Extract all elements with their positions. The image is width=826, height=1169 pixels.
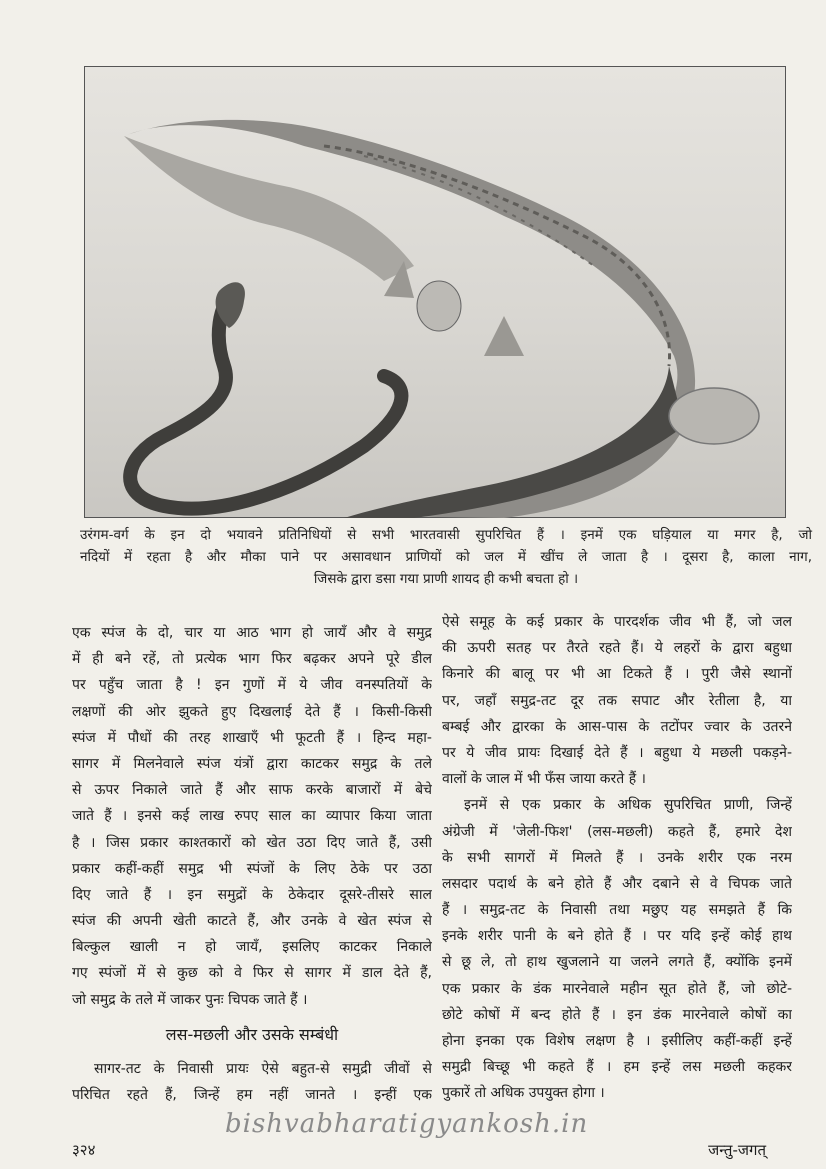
text-line: की ऊपरी सतह पर तैरते रहते हैं। ये लहरों के द्वारा बहुधा — [442, 640, 792, 657]
text-line: से छू ले, तो हाथ खुजलाने या जलने लगते हैं, क्योंकि इनमें — [442, 954, 792, 971]
text-line: स्पंज की अपनी खेती काटते हैं, और उनके वे खेत स्पंज से — [72, 913, 432, 930]
text-line: किनारे की बालू पर भी आ टिकते हैं । पुरी जैसे स्थानों — [442, 666, 792, 683]
left-column — [72, 620, 432, 1108]
right-column — [442, 609, 792, 1107]
text-line: प्रकार कहीं-कहीं समुद्र भी स्पंजों के लिए ठेके पर उठा — [72, 860, 432, 877]
text-line: पर, जहाँ समुद्र-तट दूर तक सपाट और रेतीला है, या — [442, 692, 792, 709]
text-line: में ही बने रहें, तो प्रत्येक भाग फिर बढ़कर अपने पूरे डील — [72, 651, 432, 668]
text-line: बिल्कुल खाली न हो जायँ, इसलिए काटकर निकाले — [72, 939, 432, 956]
text-line: लसदार पदार्थ के बने होते हैं और दबाने से वे चिपक जाते — [442, 875, 792, 892]
text-line: होना इनका एक विशेष लक्षण है । इसीलिए कहीं-कहीं इन्हें — [442, 1033, 792, 1049]
crocodile-and-cobra-illustration — [84, 66, 786, 518]
text-line: ऐसे समूह के कई प्रकार के पारदर्शक जीव भी हैं, जो जल — [442, 614, 792, 630]
caption-line: जिसके द्वारा डसा गया प्राणी शायद ही कभी बचता हो । — [313, 571, 579, 587]
text-line: समुद्री बिच्छू भी कहते हैं । हम इन्हें लस मछली कहकर — [442, 1059, 792, 1076]
text-line: से ऊपर निकाले जाते हैं और साफ करके बाजारों में बेचे — [72, 782, 432, 799]
text-line: अंग्रेजी में 'जेली-फिश' (लस-मछली) कहते हैं, हमारे देश — [442, 823, 792, 840]
page-number: ३२४ — [72, 1141, 96, 1159]
text-line: सागर में मिलनेवाले स्पंज यंत्रों द्वारा काटकर समुद्र के तले — [72, 755, 432, 772]
text-line: पर पहुँच जाता है ! इन गुणों में ये जीव वनस्पतियों के — [72, 677, 432, 694]
text-line: वालों के जाल में भी फँस जाया करते हैं । — [442, 771, 646, 788]
text-line: सागर-तट के निवासी प्रायः ऐसे बहुत-से समुद्री जीवों से — [94, 1060, 432, 1077]
watermark: bishvabharatigyankosh.in — [225, 1109, 589, 1139]
text-line: परिचित रहते हैं, जिन्हें हम नहीं जानते । इन्हीं एक — [72, 1087, 432, 1103]
text-line: एक प्रकार के डंक मारनेवाले महीन सूत होते हैं, जो छोटे- — [442, 980, 792, 997]
caption-line: नदियों में रहता है और मौका पाने पर असावधान प्राणियों को जल में खींच ले जाता है । दूसरा है, काला नाग, — [80, 549, 812, 565]
running-title: जन्तु-जगत् — [708, 1141, 766, 1159]
text-line: दिए जाते हैं । इन समुद्रों के ठेकेदार दूसरे-तीसरे साल — [72, 886, 432, 903]
text-line: पुकारें तो अधिक उपयुक्त होगा । — [442, 1085, 605, 1102]
text-line: हैं । समुद्र-तट के निवासी तथा मछुए यह समझते हैं कि — [442, 902, 792, 919]
text-line: इनके शरीर पानी के बने होते हैं । पर यदि इन्हें कोई हाथ — [442, 928, 792, 945]
text-line: लक्षणों की ओर झुकते हुए दिखलाई देते हैं । किसी-किसी — [72, 703, 432, 720]
text-line: गए स्पंजों में से कुछ को वे फिर से सागर में डाल देते हैं, — [72, 965, 432, 982]
text-line: पर ये जीव प्रायः दिखाई देते हैं । बहुधा ये मछली पकड़ने- — [442, 744, 792, 761]
section-heading: लस-मछली और उसके सम्बंधी — [165, 1024, 339, 1044]
text-line: स्पंज में पौधों की तरह शाखाएँ भी फूटती हैं । हिन्द महा- — [72, 729, 432, 746]
figure-caption — [80, 524, 812, 590]
text-line: छोटे कोषों में बन्द होते हैं । इन डंक मारनेवाले कोषों का — [442, 1006, 792, 1023]
text-line: इनमें से एक प्रकार के अधिक सुपरिचित प्राणी, जिन्हें — [464, 797, 792, 814]
text-line: है । जिस प्रकार काश्तकारों को खेत उठा दिए जाते हैं, उसी — [72, 834, 432, 851]
text-line: एक स्पंज के दो, चार या आठ भाग हो जायँ और वे समुद्र — [72, 625, 432, 641]
caption-line: उरंगम-वर्ग के इन दो भयावने प्रतिनिधियों से सभी भारतवासी सुपरिचित हैं । इनमें एक घड़ियाल या मगर है, जो — [80, 527, 812, 543]
text-line: बम्बई और द्वारका के आस-पास के तटोंपर ज्वार के उतरने — [442, 718, 792, 735]
text-line: जाते हैं । इनसे कई लाख रुपए साल का व्यापार किया जाता — [72, 808, 432, 825]
text-line: जो समुद्र के तले में जाकर पुनः चिपक जाते हैं । — [72, 991, 308, 1008]
text-line: के सभी सागरों में मिलते हैं । उनके शरीर एक नरम — [442, 849, 792, 866]
